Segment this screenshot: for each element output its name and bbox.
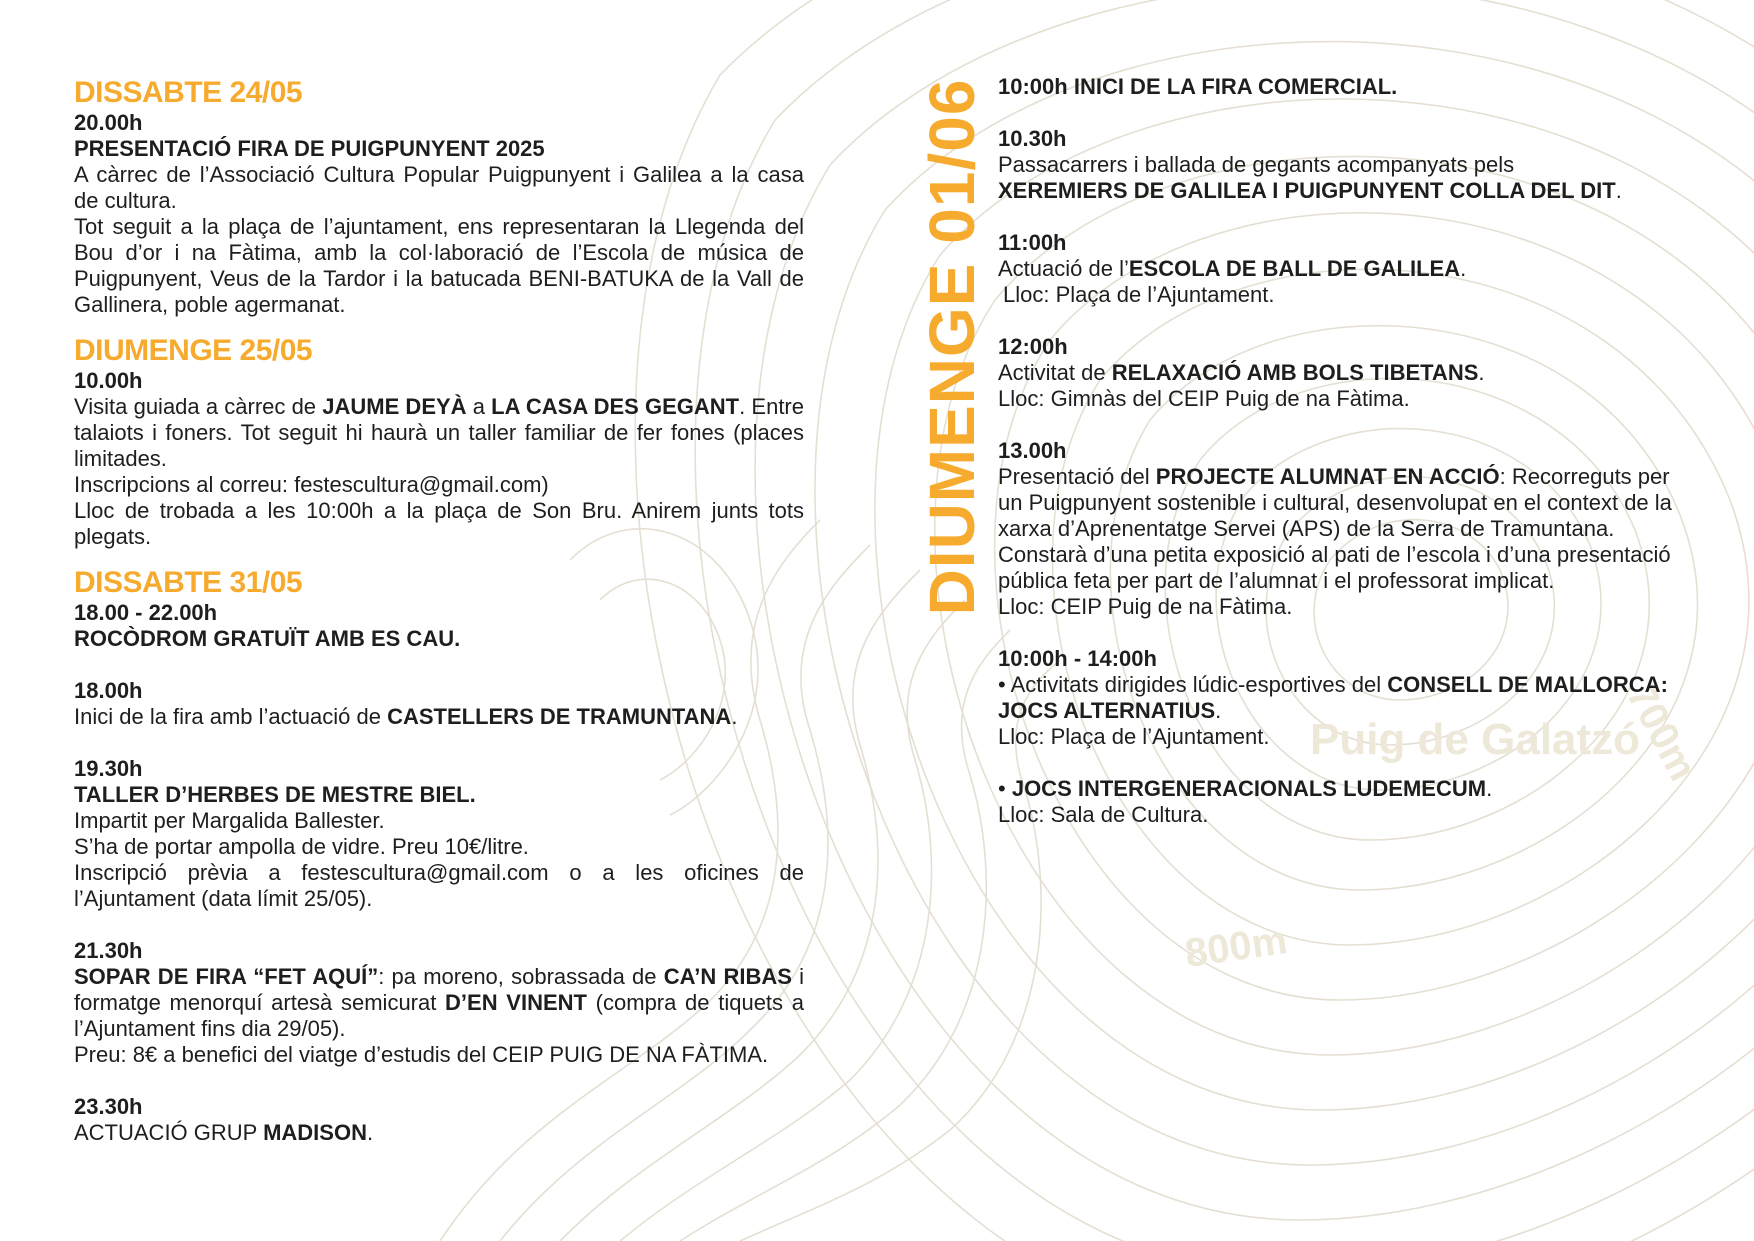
event-time: 21.30h [74,938,143,963]
event-block [998,230,1688,308]
event-time: 10:00h - 14:00h [998,646,1157,671]
event-block [74,678,804,730]
event-block [998,334,1688,412]
event-description: Tot seguit a la plaça de l’ajuntament, ens representaran la Llegenda del Bou d’or i na Fàtima, amb la col·laboració de l’Escola de música de Puigpunyent, Veus de la Tardor i la batucada BENI-BATUKA de la Vall de Gallinera, poble agermanat. [74,214,804,317]
right-column [998,74,1688,828]
event-block [74,600,804,652]
event-description: S’ha de portar ampolla de vidre. Preu 10€/litre. [74,834,529,859]
event-title: TALLER D’HERBES DE MESTRE BIEL. [74,782,476,807]
event-description: Presentació del PROJECTE ALUMNAT EN ACCIÓ: Recorreguts per un Puigpunyent sostenible i cultural, desenvolupat en el context de la xarxa d’Aprenentatge Servei (APS) de la Serra de Tramuntana. Constarà d’una petita exposició al pati de l’escola i d’una presentació pública feta per part de l’alumnat i el professorat implicat. [998,464,1672,593]
day-heading: DISSABTE 24/05 [74,76,303,109]
event-description: Visita guiada a càrrec de JAUME DEYÀ a LA CASA DES GEGANT. Entre talaiots i foners. Tot seguit hi haurà un taller familiar de fer fones (places limitades. [74,394,804,471]
event-description: • JOCS INTERGENERACIONALS LUDEMECUM. [998,776,1493,801]
day-block-dissabte-31 [74,566,804,1146]
event-location: Lloc: Gimnàs del CEIP Puig de na Fàtima. [998,386,1410,411]
event-time: 13.00h [998,438,1067,463]
meeting-point: Lloc de trobada a les 10:00h a la plaça de Son Bru. Anirem junts tots plegats. [74,498,804,549]
event-time: 10.30h [998,126,1067,151]
event-title: 10:00h INICI DE LA FIRA COMERCIAL. [998,74,1398,99]
event-description: Actuació de l’ESCOLA DE BALL DE GALILEA. [998,256,1467,281]
elevation-700-watermark: 700m [1618,676,1706,788]
event-description: Activitat de RELAXACIÓ AMB BOLS TIBETANS. [998,360,1485,385]
event-description: Inscripció prèvia a festescultura@gmail.com o a les oficines de l’Ajuntament (data límit 25/05). [74,860,804,911]
event-time: 23.30h [74,1094,143,1119]
event-description: Inici de la fira amb l’actuació de CASTELLERS DE TRAMUNTANA. [74,704,738,729]
event-time: 20.00h [74,110,143,135]
day-heading: DISSABTE 31/05 [74,566,303,599]
event-block [74,1094,804,1146]
event-title: ROCÒDROM GRATUÏT AMB ES CAU. [74,626,461,651]
event-description: SOPAR DE FIRA “FET AQUÍ”: pa moreno, sobrassada de CA’N RIBAS i formatge menorquí artesà semicurat D’EN VINENT (compra de tiquets a l’Ajuntament fins dia 29/05). [74,964,805,1041]
registration-email: Inscripcions al correu: festescultura@gmail.com) [74,472,549,497]
event-description: A càrrec de l’Associació Cultura Popular Puigpunyent i Galilea a la casa de cultura. [74,162,804,213]
day-block-dissabte-24 [74,76,804,318]
left-column [74,76,804,1146]
event-description: Impartit per Margalida Ballester. [74,808,385,833]
event-title: PRESENTACIÓ FIRA DE PUIGPUNYENT 2025 [74,136,545,161]
vertical-day-title [916,67,988,627]
event-price: Preu: 8€ a benefici del viatge d’estudis del CEIP PUIG DE NA FÀTIMA. [74,1042,769,1067]
event-time: 10.00h [74,368,143,393]
event-block [998,74,1688,100]
event-description: Passacarrers i ballada de gegants acompanyats pels [998,152,1515,177]
event-description: • Activitats dirigides lúdic-esportives del CONSELL DE MALLORCA: JOCS ALTERNATIUS. [998,672,1668,723]
event-block [998,126,1688,204]
event-block [998,646,1688,750]
event-time: 18.00h [74,678,143,703]
event-block [74,938,804,1068]
event-time: 12:00h [998,334,1068,359]
event-location: Lloc: Plaça de l’Ajuntament. [1003,282,1275,307]
event-description: ACTUACIÓ GRUP MADISON. [74,1120,374,1145]
event-block [74,756,804,912]
day-block-diumenge-25 [74,334,804,550]
event-time: 19.30h [74,756,143,781]
vertical-day-title-text: DIUMENGE 01/06 [916,78,988,616]
event-location: Lloc: Plaça de l’Ajuntament. [998,724,1270,749]
event-time: 11:00h [998,230,1067,255]
day-heading: DIUMENGE 25/05 [74,334,313,367]
summit-name-watermark: Puig de Galatzó [1310,715,1641,764]
event-location: Lloc: Sala de Cultura. [998,802,1209,827]
event-location: Lloc: CEIP Puig de na Fàtima. [998,594,1293,619]
event-block [998,438,1688,620]
elevation-800-watermark: 800m [1182,918,1290,976]
event-time: 18.00 - 22.00h [74,600,218,625]
event-block [998,776,1688,828]
event-description: XEREMIERS DE GALILEA I PUIGPUNYENT COLLA DEL DIT. [998,178,1622,203]
